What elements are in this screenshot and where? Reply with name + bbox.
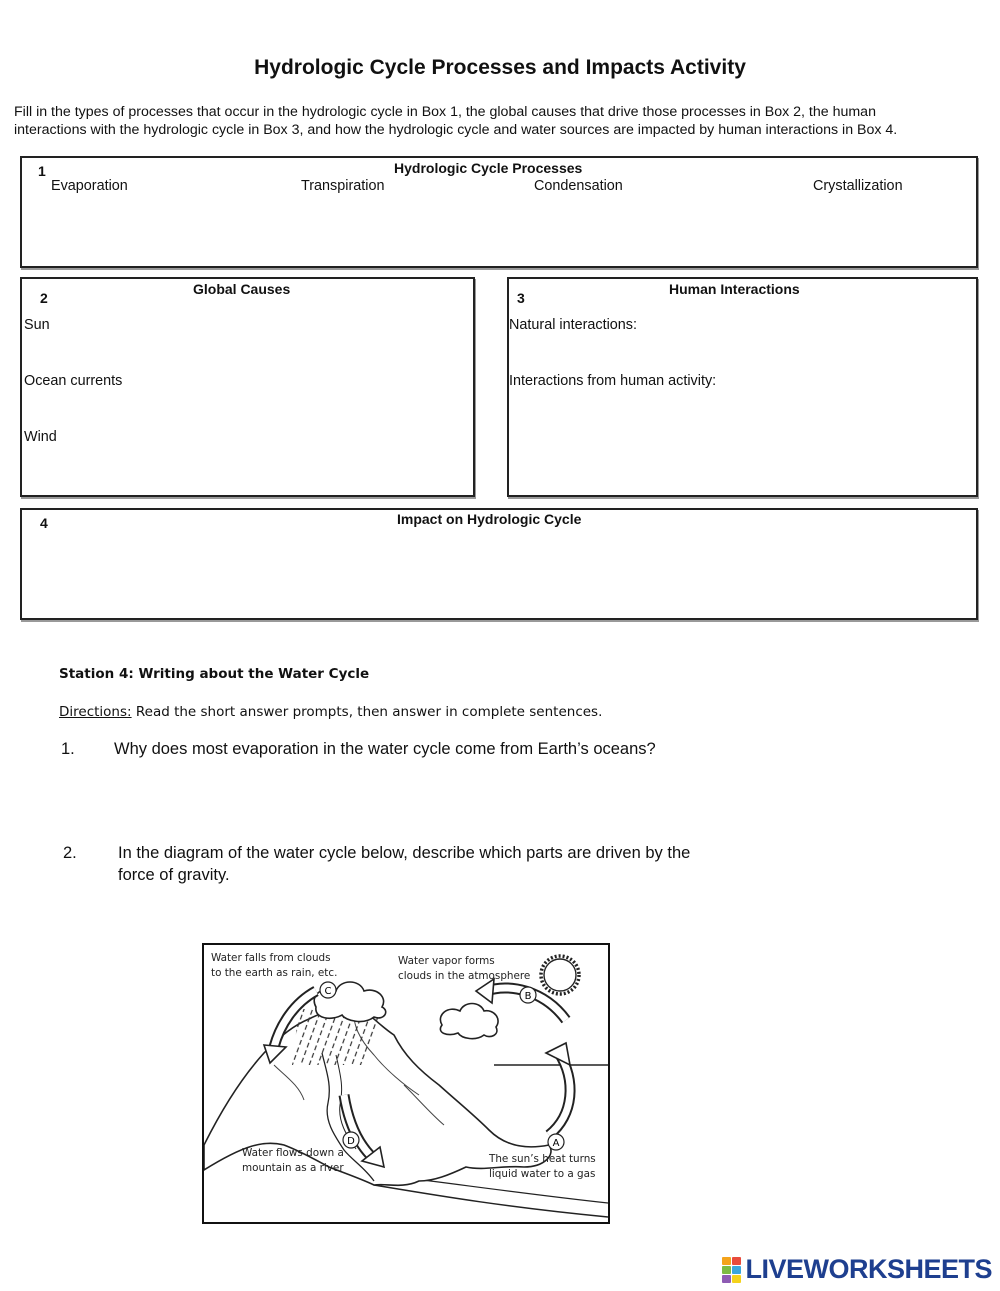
brand-name: LIVEWORKSHEETS <box>745 1254 992 1284</box>
natural-interactions-label: Natural interactions: <box>509 317 637 333</box>
directions <box>59 704 602 720</box>
process-evaporation: Evaporation <box>51 178 128 194</box>
svg-text:B: B <box>524 991 532 1002</box>
label-d <box>242 1146 344 1176</box>
instructions <box>14 103 989 139</box>
label-a-line-2: liquid water to a gas <box>489 1168 596 1180</box>
process-condensation: Condensation <box>534 178 623 194</box>
label-d-line-2: mountain as a river <box>242 1162 344 1174</box>
box-2-global-causes[interactable] <box>20 277 475 497</box>
question-2-text-line-2: force of gravity. <box>118 866 230 884</box>
liveworksheets-brand[interactable] <box>722 1254 992 1285</box>
label-c <box>211 951 337 981</box>
question-1-number: 1. <box>61 740 75 758</box>
marker-c <box>320 982 336 998</box>
page-title: Hydrologic Cycle Processes and Impacts Activity <box>254 56 746 79</box>
box-1-heading: Hydrologic Cycle Processes <box>394 160 583 176</box>
station-title: Station 4: Writing about the Water Cycle <box>59 666 370 682</box>
box-1-processes[interactable] <box>20 156 978 268</box>
cause-wind: Wind <box>24 429 57 445</box>
svg-text:D: D <box>347 1136 355 1147</box>
label-d-line-1: Water flows down a <box>242 1147 344 1159</box>
box-3-number: 3 <box>517 290 525 306</box>
human-activity-label: Interactions from human activity: <box>509 373 717 389</box>
marker-b <box>520 987 536 1003</box>
question-1-text: Why does most evaporation in the water cycle come from Earth’s oceans? <box>114 740 656 758</box>
cause-ocean-currents: Ocean currents <box>24 373 123 389</box>
svg-text:C: C <box>324 986 332 997</box>
instructions-line-2: interactions with the hydrologic cycle in Box 3, and how the hydrologic cycle and water sources are impacted by human interactions in Box 4. <box>14 122 898 138</box>
question-2-text-line-1: In the diagram of the water cycle below, describe which parts are driven by the <box>118 844 691 862</box>
box-1-number: 1 <box>38 163 46 179</box>
question-2 <box>63 844 763 888</box>
cause-sun: Sun <box>24 317 50 333</box>
instructions-line-1: Fill in the types of processes that occur in the hydrologic cycle in Box 1, the global causes that drive those processes in Box 2, the human <box>14 104 876 120</box>
process-transpiration: Transpiration <box>301 178 385 194</box>
sun-icon <box>541 956 579 994</box>
marker-a <box>548 1134 564 1150</box>
label-b-line-1: Water vapor forms <box>398 955 495 967</box>
box-3-human-interactions[interactable] <box>507 277 978 497</box>
label-c-line-2: to the earth as rain, etc. <box>211 967 338 979</box>
vapor-cloud <box>440 1004 498 1039</box>
water-cycle-diagram <box>202 943 610 1224</box>
label-a <box>489 1152 596 1182</box>
directions-label: Directions: <box>59 704 132 720</box>
box-4-heading: Impact on Hydrologic Cycle <box>397 511 582 527</box>
label-a-line-1: The sun’s heat turns <box>489 1153 596 1165</box>
label-b <box>398 954 530 984</box>
box-2-heading: Global Causes <box>193 281 291 297</box>
process-crystallization: Crystallization <box>813 178 903 194</box>
svg-text:A: A <box>552 1138 560 1149</box>
label-b-line-2: clouds in the atmosphere <box>398 970 531 982</box>
marker-d <box>343 1132 359 1148</box>
box-2-number: 2 <box>40 290 48 306</box>
question-2-number: 2. <box>63 844 77 862</box>
box-3-heading: Human Interactions <box>669 281 800 297</box>
label-c-line-1: Water falls from clouds <box>211 952 331 964</box>
liveworksheets-logo-icon <box>722 1257 741 1283</box>
directions-text: Read the short answer prompts, then answer in complete sentences. <box>131 704 603 720</box>
box-4-number: 4 <box>40 515 48 531</box>
box-4-impact[interactable] <box>20 508 978 620</box>
